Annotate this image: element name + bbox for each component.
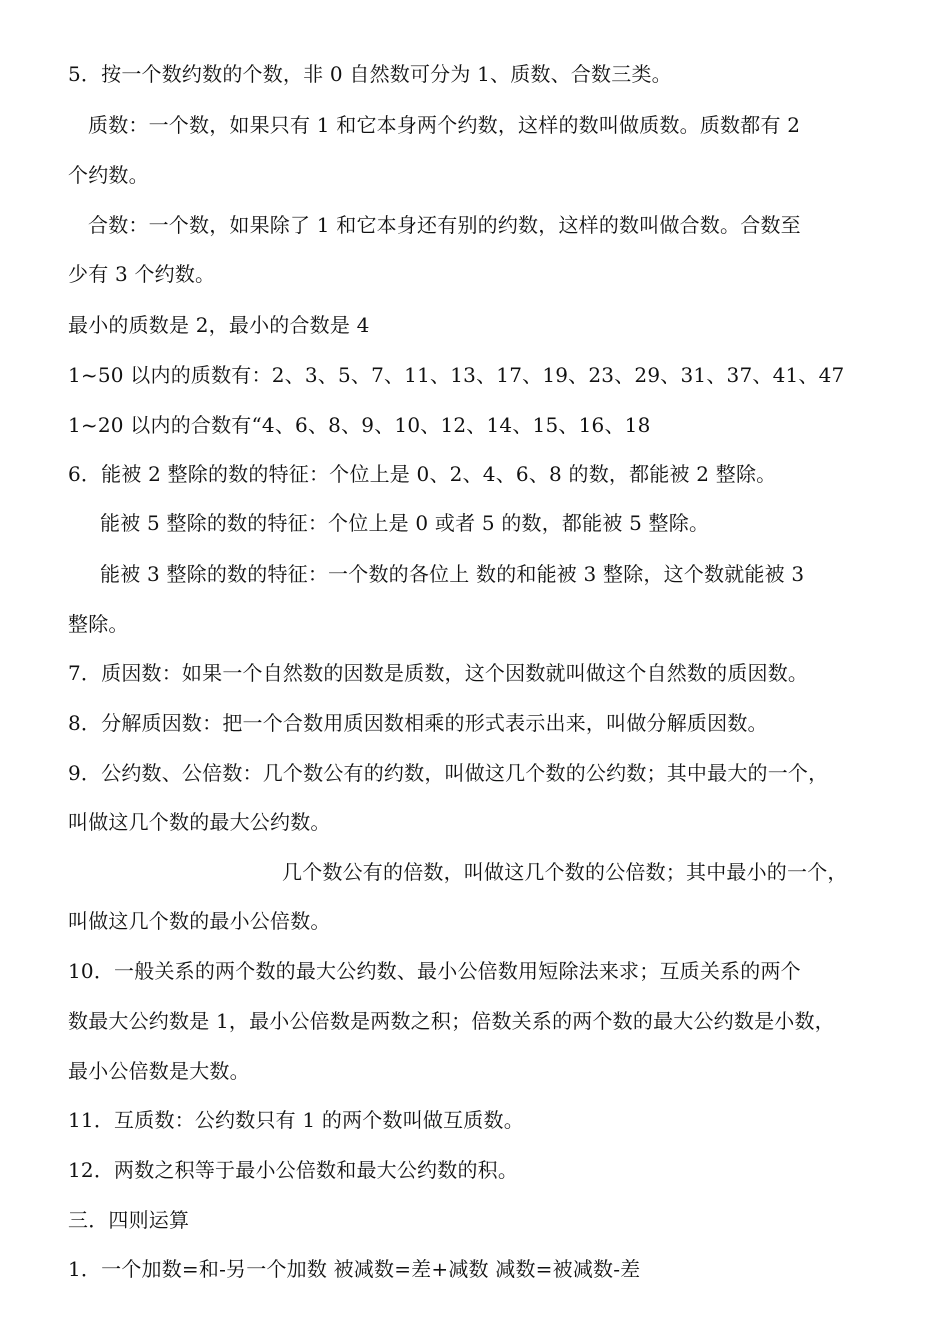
line-prime-definition: 质数：一个数，如果只有 1 和它本身两个约数，这样的数叫做质数。质数都有 2 [88, 113, 801, 137]
line-prime-definition-cont: 个约数。 [68, 163, 149, 187]
line-prime-factorization: 8．分解质因数：把一个合数用质因数相乘的形式表示出来，叫做分解质因数。 [68, 711, 768, 735]
line-composite-definition-cont: 少有 3 个约数。 [68, 262, 216, 286]
line-divisible-by-5: 能被 5 整除的数的特征：个位上是 0 或者 5 的数，都能被 5 整除。 [100, 511, 710, 535]
line-prime-composite-intro: 5．按一个数约数的个数，非 0 自然数可分为 1、质数、合数三类。 [68, 62, 672, 86]
section-heading-four-operations: 三．四则运算 [68, 1208, 190, 1232]
line-product-equals: 12．两数之积等于最小公倍数和最大公约数的积。 [68, 1158, 519, 1182]
line-divisible-by-2: 6．能被 2 整除的数的特征：个位上是 0、2、4、6、8 的数，都能被 2 整除。 [68, 462, 777, 486]
line-divisible-by-3-cont: 整除。 [68, 612, 129, 636]
line-gcd: 叫做这几个数的最大公约数。 [68, 810, 331, 834]
line-common-multiple: 几个数公有的倍数，叫做这几个数的公倍数；其中最小的一个， [282, 860, 848, 884]
line-composite-definition: 合数：一个数，如果除了 1 和它本身还有别的约数，这样的数叫做合数。合数至 [88, 213, 801, 237]
line-coprime-numbers: 11．互质数：公约数只有 1 的两个数叫做互质数。 [68, 1108, 524, 1132]
line-prime-factor: 7．质因数：如果一个自然数的因数是质数，这个因数就叫做这个自然数的质因数。 [68, 661, 809, 685]
line-coprime-multiple-relations: 数最大公约数是 1，最小公倍数是两数之积；倍数关系的两个数的最大公约数是小数， [68, 1009, 835, 1033]
line-smallest-prime-composite: 最小的质数是 2，最小的合数是 4 [68, 313, 370, 337]
line-lcm-is-larger: 最小公倍数是大数。 [68, 1059, 250, 1083]
line-common-divisor-multiple: 9．公约数、公倍数：几个数公有的约数，叫做这几个数的公约数；其中最大的一个， [68, 761, 829, 785]
line-primes-within-50: 1~50 以内的质数有：2、3、5、7、11、13、17、19、23、29、31、37、41、47 [68, 363, 845, 387]
line-lcm: 叫做这几个数的最小公倍数。 [68, 909, 331, 933]
line-addition-subtraction-relations: 1．一个加数=和-另一个加数 被减数=差+减数 减数=被减数-差 [68, 1257, 641, 1281]
line-divisible-by-3: 能被 3 整除的数的特征：一个数的各位上 数的和能被 3 整除，这个数就能被 3 [100, 562, 805, 586]
line-short-division: 10．一般关系的两个数的最大公约数、最小公倍数用短除法来求；互质关系的两个 [68, 959, 801, 983]
line-composites-within-20: 1~20 以内的合数有“4、6、8、9、10、12、14、15、16、18 [68, 413, 651, 437]
